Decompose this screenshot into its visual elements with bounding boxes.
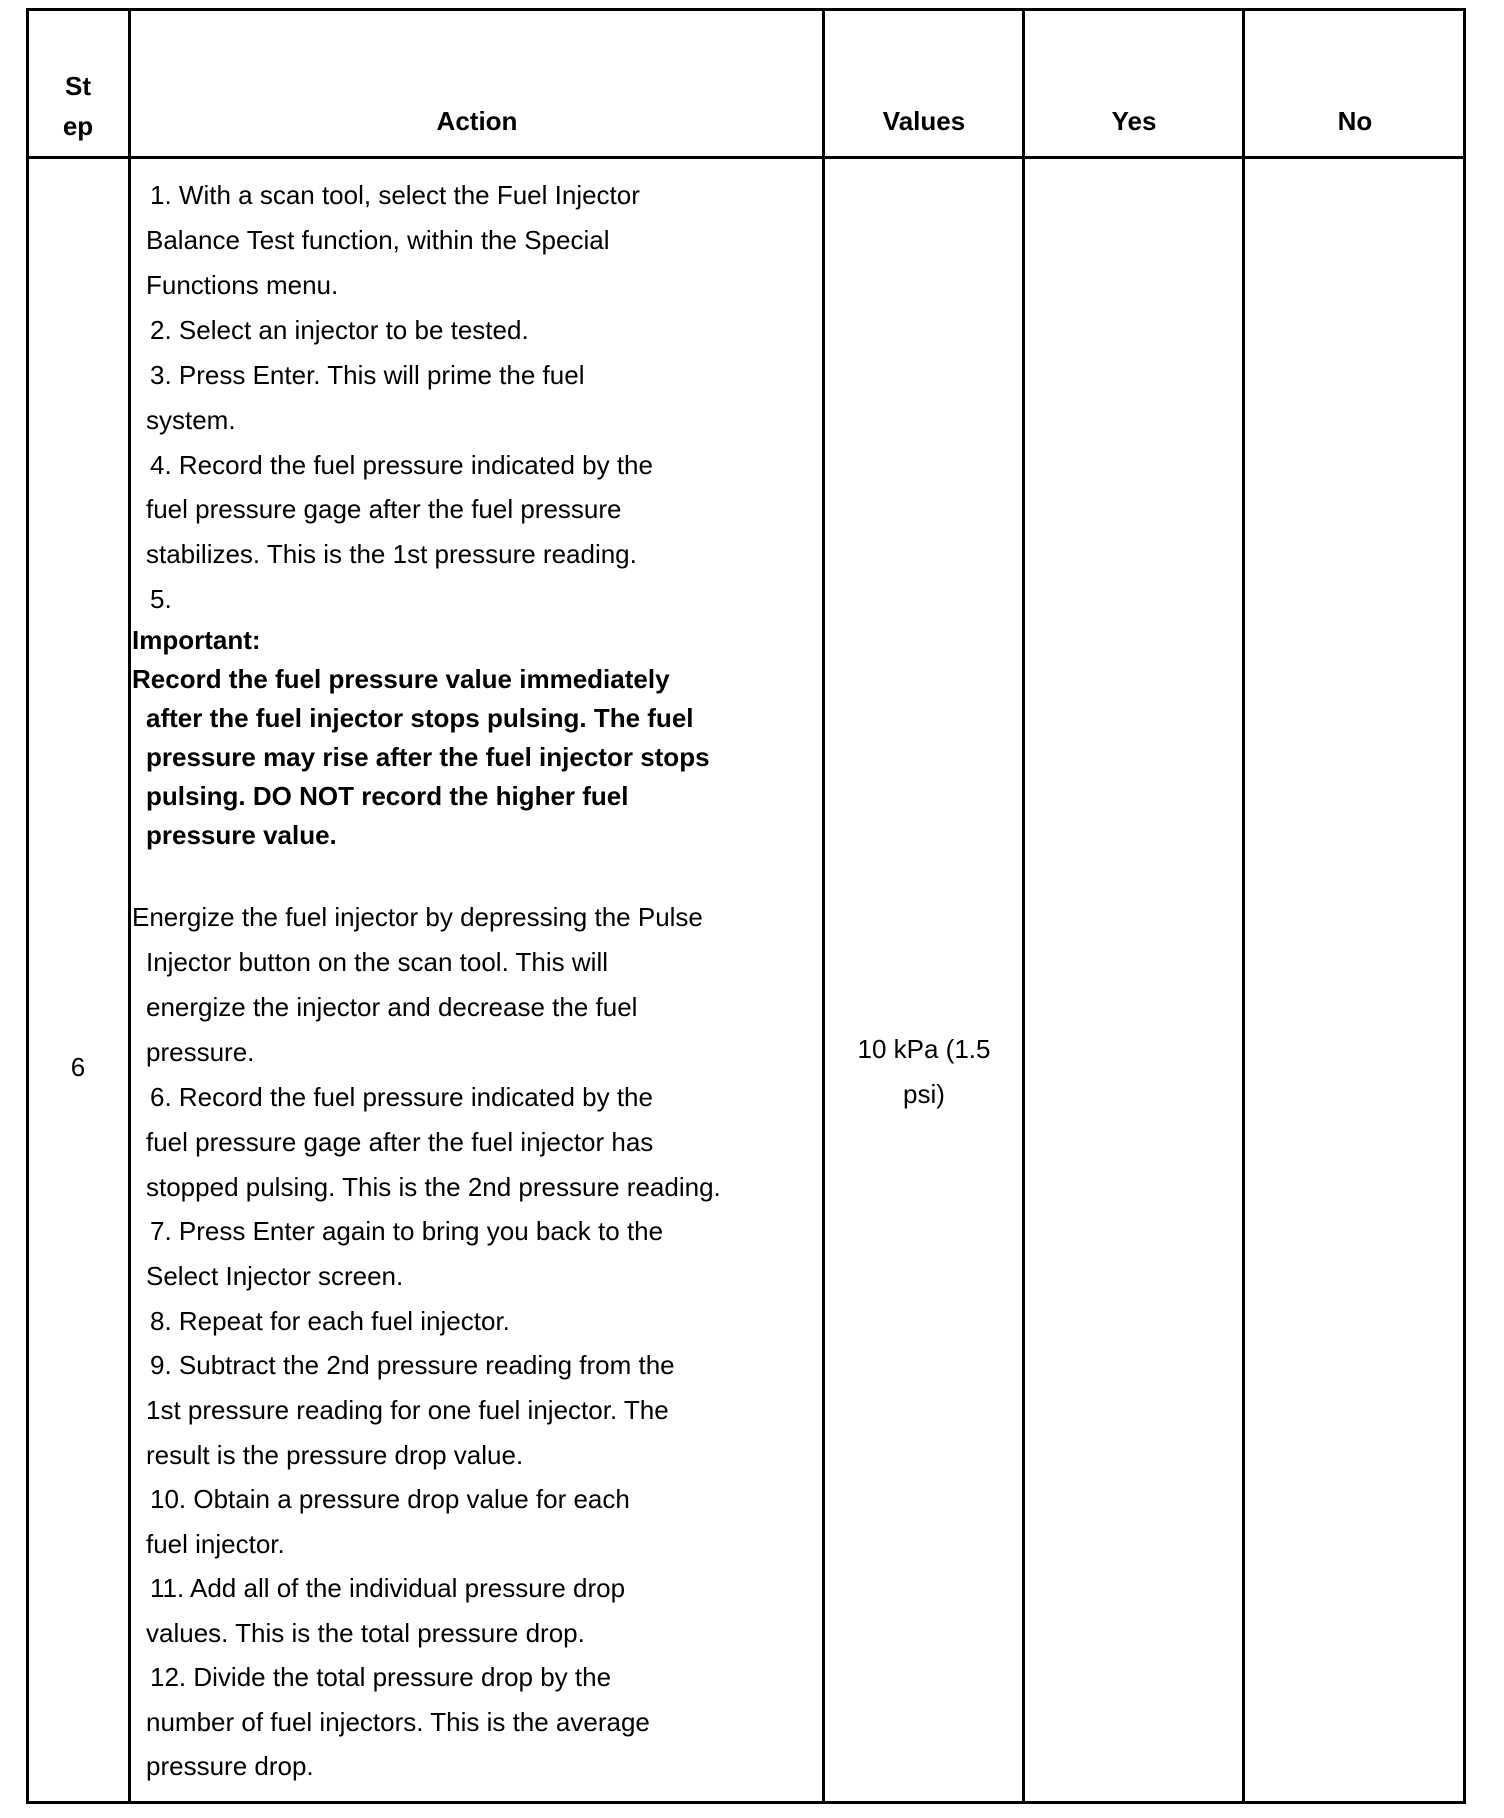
table-top-border	[26, 8, 1466, 11]
action-line: 2. Select an injector to be tested.	[150, 315, 529, 345]
action-line: 11. Add all of the individual pressure drop	[150, 1573, 626, 1603]
header-bottom-border	[26, 156, 1466, 159]
action-line: pressure.	[146, 1037, 255, 1067]
step-action-divider	[128, 8, 131, 1804]
table-right-border	[1463, 8, 1466, 1804]
action-line: 8. Repeat for each fuel injector.	[150, 1306, 510, 1336]
action-line: Injector button on the scan tool. This will	[146, 947, 608, 977]
action-line: 5.	[150, 584, 172, 614]
action-line: Functions menu.	[146, 270, 339, 300]
action-line: stopped pulsing. This is the 2nd pressure reading.	[146, 1172, 721, 1202]
values-column-header: Values	[882, 106, 966, 136]
values-line2: psi)	[903, 1079, 945, 1109]
action-line: Energize the fuel injector by depressing the Pulse	[132, 902, 703, 932]
action-line: 6. Record the fuel pressure indicated by the	[150, 1082, 653, 1112]
important-text-line: Record the fuel pressure value immediately	[132, 664, 670, 694]
yes-no-divider	[1242, 8, 1245, 1804]
action-line: number of fuel injectors. This is the average	[146, 1707, 650, 1737]
step-header-line1: St	[65, 71, 91, 101]
important-text-line: after the fuel injector stops pulsing. The fuel	[146, 703, 694, 733]
action-column-header: Action	[436, 106, 518, 136]
yes-column-header: Yes	[1111, 106, 1157, 136]
action-line: 4. Record the fuel pressure indicated by the	[150, 450, 653, 480]
action-line: 7. Press Enter again to bring you back to the	[150, 1216, 664, 1246]
important-text-line: pulsing. DO NOT record the higher fuel	[146, 781, 629, 811]
action-line: system.	[146, 405, 236, 435]
action-line: 10. Obtain a pressure drop value for each	[150, 1484, 630, 1514]
action-values-divider	[822, 8, 825, 1804]
step-header-line2: ep	[62, 111, 94, 141]
action-line: Select Injector screen.	[146, 1261, 404, 1291]
action-line: Balance Test function, within the Special	[146, 225, 610, 255]
action-line: 12. Divide the total pressure drop by the	[150, 1662, 612, 1692]
action-line: energize the injector and decrease the fuel	[146, 992, 638, 1022]
table-bottom-border	[26, 1801, 1466, 1804]
action-line: fuel injector.	[146, 1529, 285, 1559]
step-column-header	[26, 66, 130, 146]
action-line: 3. Press Enter. This will prime the fuel	[150, 360, 585, 390]
step-number: 6	[70, 1052, 86, 1082]
important-text-line: pressure value.	[146, 820, 337, 850]
action-line: fuel pressure gage after the fuel injector has	[146, 1127, 654, 1157]
action-line: 9. Subtract the 2nd pressure reading from the	[150, 1350, 675, 1380]
no-column-header: No	[1337, 106, 1373, 136]
action-line: values. This is the total pressure drop.	[146, 1618, 585, 1648]
table-left-border	[26, 8, 29, 1804]
action-line: result is the pressure drop value.	[146, 1440, 524, 1470]
action-line: stabilizes. This is the 1st pressure reading.	[146, 539, 637, 569]
action-line: 1st pressure reading for one fuel injector. The	[146, 1395, 669, 1425]
action-line: 1. With a scan tool, select the Fuel Injector	[150, 180, 640, 210]
important-label: Important:	[132, 625, 261, 655]
important-text-line: pressure may rise after the fuel injector stops	[146, 742, 710, 772]
values-cell	[824, 1027, 1024, 1117]
action-line: pressure drop.	[146, 1751, 314, 1781]
values-line1: 10 kPa (1.5	[857, 1034, 991, 1064]
values-yes-divider	[1022, 8, 1025, 1804]
action-line: fuel pressure gage after the fuel pressure	[146, 494, 622, 524]
